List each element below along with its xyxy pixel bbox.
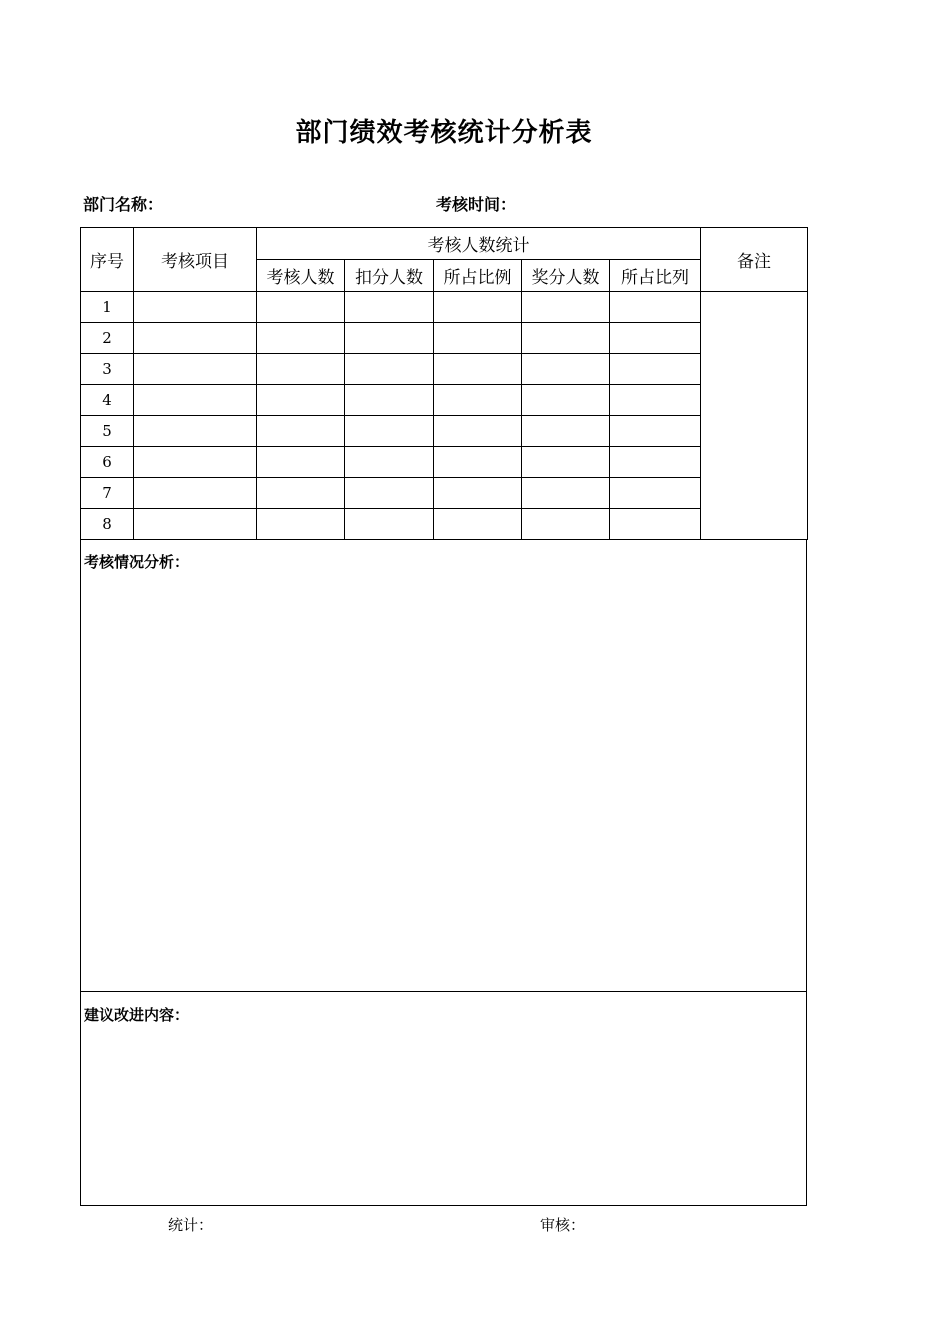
header-seq: 序号	[81, 228, 134, 292]
cell-deducted[interactable]	[345, 416, 434, 447]
row-seq: 2	[81, 323, 134, 354]
cell-remark[interactable]	[701, 292, 808, 540]
cell-deducted-ratio[interactable]	[434, 447, 522, 478]
cell-assessed[interactable]	[257, 323, 345, 354]
row-seq: 1	[81, 292, 134, 323]
statistics-table	[80, 227, 808, 540]
cell-item[interactable]	[134, 478, 257, 509]
row-seq: 7	[81, 478, 134, 509]
header-deducted-ratio: 所占比例	[434, 260, 522, 292]
row-seq: 6	[81, 447, 134, 478]
cell-deducted-ratio[interactable]	[434, 292, 522, 323]
cell-rewarded-ratio[interactable]	[610, 292, 701, 323]
header-rewarded-ratio: 所占比列	[610, 260, 701, 292]
table-row	[81, 292, 808, 323]
table-row	[81, 385, 808, 416]
suggestion-section[interactable]	[80, 991, 807, 1206]
cell-deducted-ratio[interactable]	[434, 509, 522, 540]
cell-assessed[interactable]	[257, 416, 345, 447]
cell-rewarded-ratio[interactable]	[610, 354, 701, 385]
cell-deducted[interactable]	[345, 323, 434, 354]
cell-deducted-ratio[interactable]	[434, 416, 522, 447]
table-row	[81, 323, 808, 354]
cell-assessed[interactable]	[257, 385, 345, 416]
cell-assessed[interactable]	[257, 478, 345, 509]
cell-rewarded[interactable]	[522, 447, 610, 478]
cell-rewarded-ratio[interactable]	[610, 385, 701, 416]
cell-rewarded[interactable]	[522, 478, 610, 509]
cell-rewarded-ratio[interactable]	[610, 323, 701, 354]
table-row	[81, 354, 808, 385]
cell-deducted[interactable]	[345, 447, 434, 478]
cell-assessed[interactable]	[257, 509, 345, 540]
header-assessed-count: 考核人数	[257, 260, 345, 292]
header-item: 考核项目	[134, 228, 257, 292]
cell-deducted[interactable]	[345, 478, 434, 509]
cell-deducted[interactable]	[345, 509, 434, 540]
cell-rewarded[interactable]	[522, 416, 610, 447]
cell-rewarded-ratio[interactable]	[610, 509, 701, 540]
cell-item[interactable]	[134, 385, 257, 416]
statistician-label: 统计：	[168, 1216, 214, 1234]
cell-rewarded[interactable]	[522, 509, 610, 540]
table-row	[81, 416, 808, 447]
header-rewarded-count: 奖分人数	[522, 260, 610, 292]
cell-deducted[interactable]	[345, 292, 434, 323]
page-title: 部门绩效考核统计分析表	[295, 118, 593, 148]
cell-deducted-ratio[interactable]	[434, 478, 522, 509]
header-deducted-count: 扣分人数	[345, 260, 434, 292]
cell-rewarded[interactable]	[522, 323, 610, 354]
table-row	[81, 478, 808, 509]
cell-rewarded[interactable]	[522, 385, 610, 416]
cell-item[interactable]	[134, 323, 257, 354]
cell-deducted[interactable]	[345, 354, 434, 385]
analysis-label: 考核情况分析：	[84, 553, 190, 571]
department-name-label: 部门名称：	[83, 195, 164, 214]
cell-deducted-ratio[interactable]	[434, 354, 522, 385]
header-count-group: 考核人数统计	[257, 228, 701, 260]
suggestion-label: 建议改进内容：	[84, 1006, 190, 1024]
cell-rewarded[interactable]	[522, 292, 610, 323]
row-seq: 5	[81, 416, 134, 447]
cell-rewarded[interactable]	[522, 354, 610, 385]
cell-item[interactable]	[134, 416, 257, 447]
cell-assessed[interactable]	[257, 354, 345, 385]
cell-item[interactable]	[134, 509, 257, 540]
row-seq: 3	[81, 354, 134, 385]
row-seq: 4	[81, 385, 134, 416]
cell-assessed[interactable]	[257, 292, 345, 323]
table-row	[81, 509, 808, 540]
cell-rewarded-ratio[interactable]	[610, 416, 701, 447]
header-remark: 备注	[701, 228, 808, 292]
row-seq: 8	[81, 509, 134, 540]
cell-item[interactable]	[134, 292, 257, 323]
cell-deducted-ratio[interactable]	[434, 385, 522, 416]
cell-deducted-ratio[interactable]	[434, 323, 522, 354]
cell-assessed[interactable]	[257, 447, 345, 478]
cell-rewarded-ratio[interactable]	[610, 447, 701, 478]
reviewer-label: 审核：	[540, 1216, 586, 1234]
analysis-section[interactable]	[80, 539, 807, 992]
cell-item[interactable]	[134, 447, 257, 478]
cell-deducted[interactable]	[345, 385, 434, 416]
cell-rewarded-ratio[interactable]	[610, 478, 701, 509]
cell-item[interactable]	[134, 354, 257, 385]
table-row	[81, 447, 808, 478]
assessment-time-label: 考核时间：	[436, 195, 517, 214]
